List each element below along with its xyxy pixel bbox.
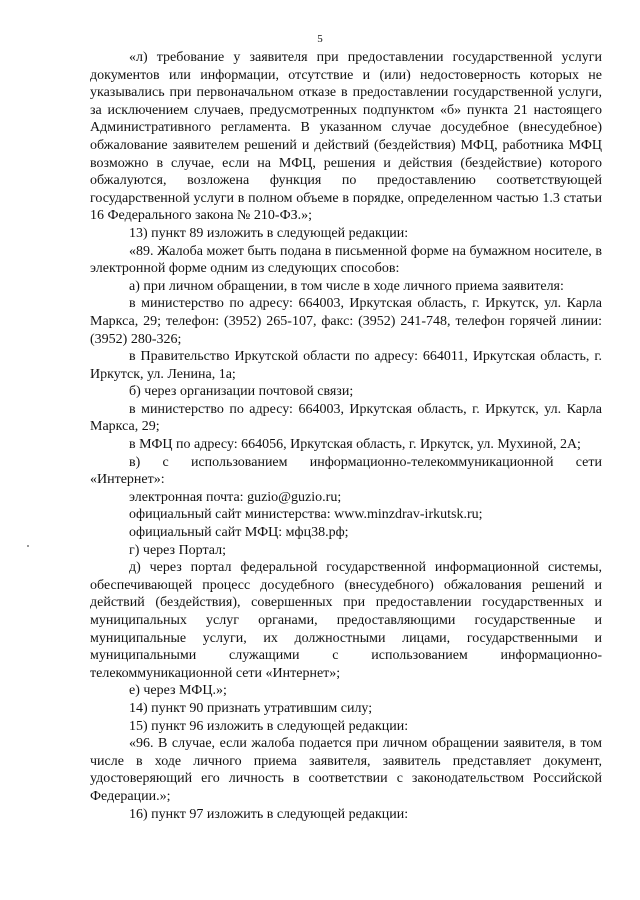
paragraph-email: электронная почта: guzio@guzio.ru; [129,489,342,505]
paragraph-ministry-website: официальный сайт министерства: www.minzdrav-irkutsk.ru; [129,507,483,523]
paragraph-l-requirement: «л) требование у заявителя при предоставлении государственной услуги документов или информации, отсутствие и (или) недостоверность которых не указывались при первоначальном отказе в предоставлении государственной услуги, за исключением случаев, предусмотренных подпунктом «б» пункта 21 настоящего Административного регламента. В указанном случае досудебное (внесудебное) обжалование заявителем решений и действий (бездействия) МФЦ, работника МФЦ возможно в случае, если на МФЦ, решения и действия (бездействие) которого обжалуются, возложена функция по предоставлению соответствующей государственной услуги в полном объеме в порядке, определенном частью 1.3 статьи 16 Федерального закона № 210-ФЗ.»; [90,50,602,224]
paragraph-mfc-address: в МФЦ по адресу: 664056, Иркутская область, г. Иркутск, ул. Мухиной, 2А; [129,437,581,453]
paragraph-e-mfc: е) через МФЦ.»; [129,683,227,699]
paragraph-v-internet: в) с использованием информационно-телекоммуникационной сети «Интернет»: [90,454,602,488]
document-body [90,49,602,823]
paragraph-g-portal: г) через Портал; [129,542,227,558]
paragraph-96-identity: «96. В случае, если жалоба подается при личном обращении заявителя, в том числе в ходе личного приема заявителя, заявитель представляет документ, удостоверяющий его личность в соответствии с законодательством Российской Федерации.»; [90,736,602,804]
paragraph-item-13: 13) пункт 89 изложить в следующей редакции: [129,225,409,241]
paragraph-b-postal: б) через организации почтовой связи; [129,384,354,400]
paragraph-government-address: в Правительство Иркутской области по адресу: 664011, Иркутская область, г. Иркутск, ул. Ленина, 1а; [90,349,602,382]
paragraph-mfc-website: официальный сайт МФЦ: мфц38.рф; [129,525,349,541]
paragraph-d-federal-portal: д) через портал федеральной государственной информационной системы, обеспечивающей процесс досудебного (внесудебного) обжалования решений и действий (бездействия), совершенных при предоставлении государственных и муниципальных услуг органами, предоставляющими государственные и муниципальные услуги, их должностными лицами, государственными и муниципальными служащими с использованием информационно-телекоммуникационной сети «Интернет»; [90,560,602,681]
paragraph-item-16: 16) пункт 97 изложить в следующей редакции: [129,806,409,822]
paragraph-item-15: 15) пункт 96 изложить в следующей редакции: [129,718,409,734]
paragraph-ministry-address-phones: в министерство по адресу: 664003, Иркутская область, г. Иркутск, ул. Карла Маркса, 29; телефон: (3952) 265-107, факс: (3952) 241-748, телефон горячей линии: (3952) 280-326; [90,296,602,347]
paragraph-a-personal: а) при личном обращении, в том числе в ходе личного приема заявителя: [129,278,564,294]
paragraph-item-14: 14) пункт 90 признать утратившим силу; [129,700,373,716]
paragraph-ministry-postal-address: в министерство по адресу: 664003, Иркутская область, г. Иркутск, ул. Карла Маркса, 29; [90,401,602,435]
scan-speck [27,545,29,547]
page-number: 5 [317,33,323,45]
paragraph-89-complaint-forms: «89. Жалоба может быть подана в письменной форме на бумажном носителе, в электронной форме одним из следующих способов: [90,243,602,277]
